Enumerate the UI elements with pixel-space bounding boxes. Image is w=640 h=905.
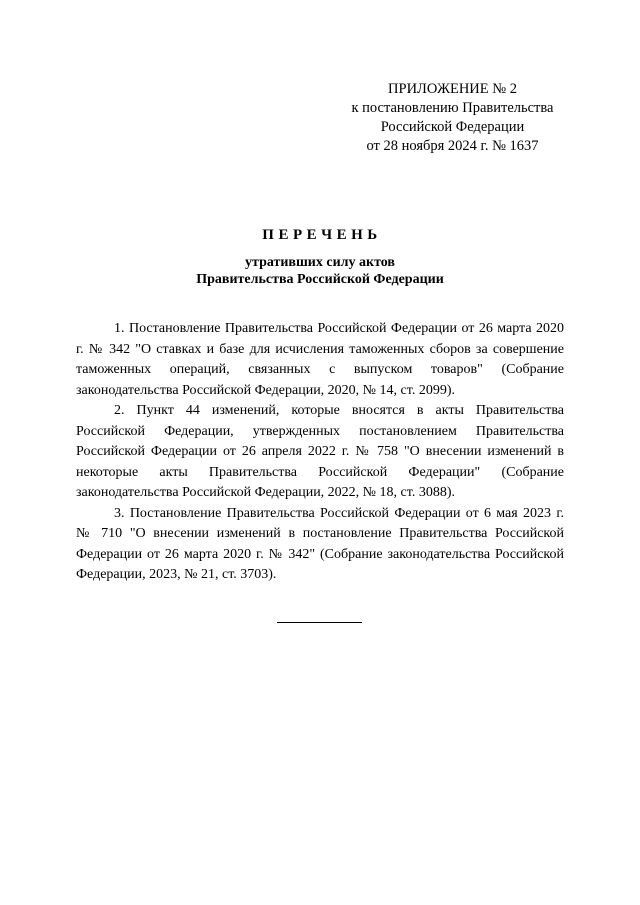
item-number: 3. [114, 505, 125, 521]
title-subheading [0, 254, 640, 288]
closing-divider [277, 622, 362, 623]
subheading-line-2: Правительства Российской Федерации [196, 272, 444, 287]
item-number: 2. [114, 403, 125, 418]
appendix-header [330, 80, 575, 156]
appendix-authority: Российской Федерации [380, 119, 525, 135]
list-item [76, 401, 564, 504]
list-item [76, 319, 564, 401]
title-heading: ПЕРЕЧЕНЬ [262, 227, 382, 243]
appendix-number: ПРИЛОЖЕНИЕ № 2 [388, 81, 517, 97]
appendix-date: от 28 ноября 2024 г. № 1637 [366, 138, 539, 154]
list-item [76, 504, 564, 586]
item-text: Пункт 44 изменений, которые вносятся в акты Правительства Российской Федерации, утвержденных постановлением Правительства Российской Федерации от 26 апреля 2022 г. № 758 "О внесении изменений в некоторые акты Правительства Российской Федерации" (Собрание законодательства Российской Федерации, 2022, № 18, ст. 3088). [76, 403, 564, 500]
document-title [0, 225, 640, 288]
appendix-reference: к постановлению Правительства [351, 100, 554, 116]
item-text: Постановление Правительства Российской Федерации от 26 марта 2020 г. № 342 "О ставках и базе для исчисления таможенных сборов за совершение таможенных операций, связанных с выпуском товаров" (Собрание законодательства Российской Федерации, 2020, № 14, ст. 2099). [76, 321, 565, 398]
item-number: 1. [114, 321, 125, 336]
subheading-line-1: утративших силу актов [245, 255, 395, 270]
acts-list [76, 319, 564, 586]
item-text: Постановление Правительства Российской Федерации от 6 мая 2023 г. № 710 "О внесении изменений в постановление Правительства Российской Федерации от 26 марта 2020 г. № 342" (Собрание законодательства Российской Федерации, 2023, № 21, ст. 3703). [76, 505, 564, 582]
